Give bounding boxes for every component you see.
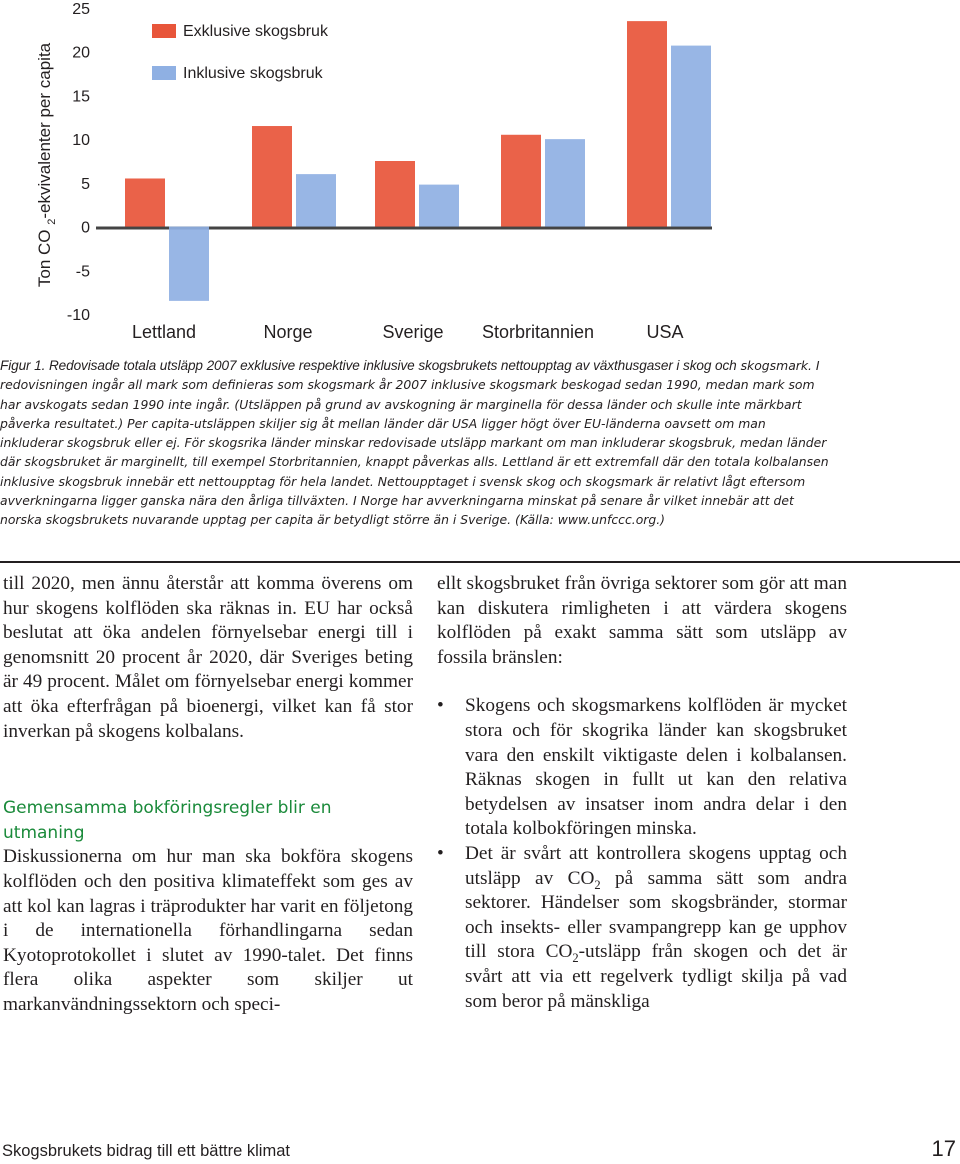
y-tick-label: 5 [81, 175, 90, 193]
y-axis-label: Ton CO $_2$-ekvivalenter per capita [35, 42, 58, 288]
category-label-storbritannien: Storbritannien [481, 322, 595, 342]
figure-caption [0, 356, 830, 530]
ylabel-rest: -ekvivalenter per capita [35, 42, 54, 219]
y-tick-label: 25 [72, 1, 90, 18]
y-tick-label: 20 [72, 44, 90, 62]
bullet-text-2a: Det är svårt att kontrollera skogens upptag och utsläpp av CO [465, 842, 847, 889]
bars [125, 21, 711, 301]
y-axis-ticks [67, 1, 90, 324]
bullet-item-2 [437, 842, 847, 1014]
category-labels [132, 322, 684, 342]
category-label-sverige: Sverige [382, 322, 444, 342]
section-heading: Gemensamma bokföringsregler blir en utmaning [3, 798, 332, 843]
left-column [3, 572, 413, 1018]
y-tick-label: 10 [72, 132, 90, 150]
left-paragraph-2: Diskussionerna om hur man ska bokföra skogens kolflöden och den positiva klimateffekt som ges av att kol kan lagras i träprodukter har varit en följetong i de internationella förhandlingarna sedan Kyotoprotokollet i slutet av 1990-talet. Det finns flera olika aspekter som skiljer ut markanvändningssektorn och speci- [3, 846, 413, 1015]
y-tick-label: 0 [81, 219, 90, 237]
bullet-text-1: Skogens och skogsmarkens kolflöden är mycket stora och för skogrika länder kan skogsbruket vara den enskilt viktigaste delen i kolbalansen. Räknas skogen in fullt ut kan den relativa betydelsen av insatser inom andra delar i den totala kolbokföringen minska. [465, 695, 847, 840]
bar-sverige-inklusive [419, 185, 459, 227]
legend [152, 23, 329, 82]
bullet-item-1 [437, 694, 847, 842]
footer-title: Skogsbrukets bidrag till ett bättre klimat [2, 1142, 290, 1160]
bar-norge-exklusive [252, 126, 292, 227]
bar-norge-inklusive [296, 174, 336, 226]
legend-swatch-exklusive [152, 24, 176, 38]
right-column [437, 572, 847, 1014]
bullet-text-2b: på samma sätt som andra sektorer. Händelser som skogsbränder, stormar och insekts- eller svampangrepp kan ge upphov till stora CO [465, 867, 848, 963]
co2-subscript: 2 [572, 951, 579, 966]
right-paragraph-1: ellt skogsbruket från övriga sektorer som gör att man kan diskutera rimligheten i att värdera skogens kolflöden på exakt samma sätt som utsläpp av fossila bränslen: [437, 573, 847, 668]
y-tick-label: -10 [66, 307, 90, 324]
category-label-lettland: Lettland [131, 322, 197, 342]
bar-lettland-inklusive [169, 227, 209, 301]
caption-body: skogsmark. I redovisningen ingår all mark som definieras som skogsmark år 2007 inklusive skogsmark beskogad sedan 1990, medan mark som har avskogats sedan 1990 inte ingår. (Utsläppen på grund av avskogning är marginella för dessa länder och skulle inte märkbart påverka resultatet.) Per capita-utsläppen skiljer sig åt mellan länder där USA ligger högt över EU-länderna oavsett om man inkluderar skogsbruk eller ej. För skogsrika länder minskar redovisade utsläpp markant om man inkluderar skogsbruk, medan länder där skogsbruket är marginellt, till exempel Storbritannien, knappt påverkas alls. Lettland är ett extremfall där den totala kolbalansen inklusive skogsbruk innebär ett nettoupptag för hela landet. Nettoupptaget i svensk skog och skogsmark är relativt lågt eftersom avverkningarna ligger ganska nära den årliga tillväxten. I Norge har avverkningarna minskat på senare år vilket innebär att det norska skogsbrukets nuvarande upptag per capita är betydligt större än i Sverige. (Källa: www.unfccc.org.) [0, 358, 829, 528]
legend-swatch-inklusive [152, 66, 176, 80]
y-tick-label: -5 [75, 263, 90, 281]
category-label-usa: USA [646, 322, 684, 342]
bullet-icon: • [437, 842, 444, 864]
page-number: 17 [931, 1136, 956, 1161]
emissions-bar-chart [0, 0, 720, 352]
ylabel-subscript: 2 [46, 218, 58, 225]
legend-label-inklusive: Inklusive skogsbruk [183, 65, 323, 82]
bar-storbritannien-inklusive [545, 139, 585, 226]
bar-sverige-exklusive [375, 161, 415, 227]
co2-subscript: 2 [594, 877, 601, 892]
caption-title: Figur 1. Redovisade totala utsläpp 2007 exklusive respektive inklusive skogsbrukets nettoupptag av växthusgaser i skog och [0, 358, 737, 373]
bullet-list [437, 694, 847, 1014]
bullet-icon: • [437, 695, 444, 717]
bar-lettland-exklusive [125, 178, 165, 226]
divider [0, 561, 960, 563]
left-paragraph-1: till 2020, men ännu återstår att komma överens om hur skogens kolflöden ska räknas in. EU har också beslutat att öka andelen förnyelsebar energi till i genomsnitt 20 procent år 2020, där Sveriges beting är 49 procent. Målet om förnyelsebar energi kommer att öka efterfrågan på bioenergi, vilket kan få stor inverkan på skogens kolbalans. [3, 573, 413, 742]
bar-usa-exklusive [627, 21, 667, 226]
bar-usa-inklusive [671, 46, 711, 227]
bar-storbritannien-exklusive [501, 135, 541, 227]
legend-label-exklusive: Exklusive skogsbruk [183, 23, 328, 40]
bullet-text-2c: -utsläpp från skogen och det är svårt att via ett regelverk tydligt skilja på vad som beror på mänskliga [465, 941, 847, 1012]
category-label-norge: Norge [263, 322, 313, 342]
y-tick-label: 15 [72, 88, 90, 106]
